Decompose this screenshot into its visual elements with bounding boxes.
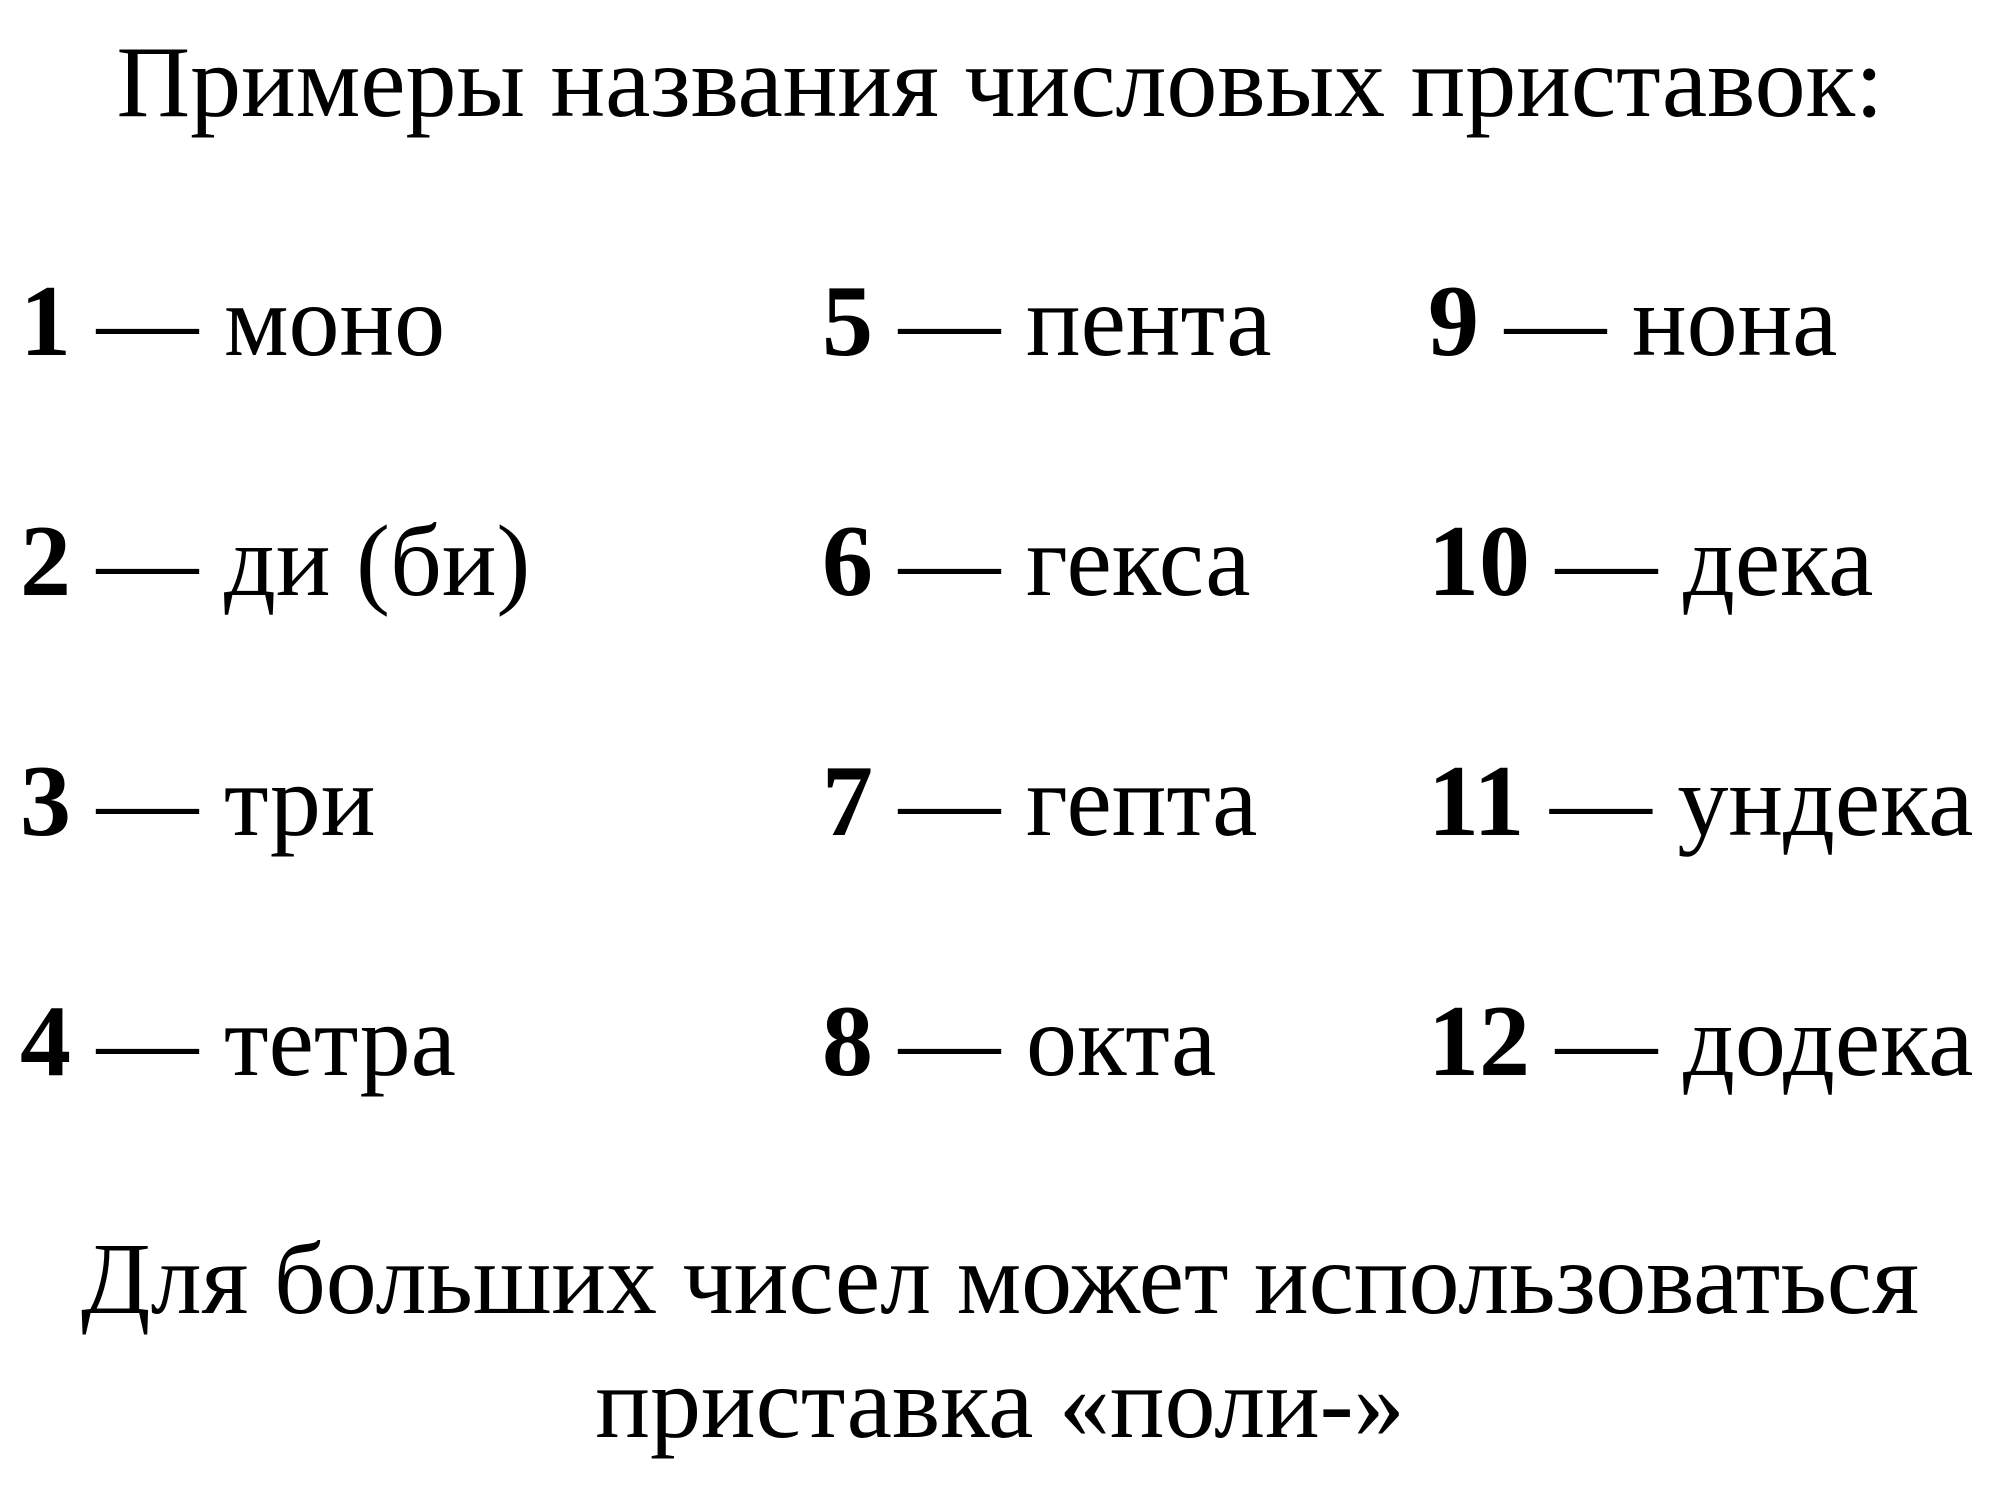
dash-separator: — (873, 985, 1026, 1098)
dash-separator: — (873, 505, 1026, 618)
prefix-number: 7 (822, 745, 873, 858)
prefix-number: 8 (822, 985, 873, 1098)
prefix-item-4 (20, 982, 456, 1102)
prefix-name: тетра (224, 985, 456, 1098)
prefix-number: 9 (1428, 265, 1479, 378)
prefix-name: ундека (1677, 745, 1974, 858)
prefix-name: окта (1026, 985, 1217, 1098)
dash-separator: — (1530, 505, 1683, 618)
prefix-number: 4 (20, 985, 71, 1098)
prefix-item-11 (1428, 742, 1973, 862)
prefix-item-8 (822, 982, 1216, 1102)
footer-line-1: Для больших чисел может использоваться (81, 1223, 1919, 1336)
prefix-item-7 (822, 742, 1257, 862)
dash-separator: — (71, 265, 224, 378)
prefix-number: 2 (20, 505, 71, 618)
dash-separator: — (873, 745, 1026, 858)
dash-separator: — (1524, 745, 1678, 858)
prefix-item-5 (822, 262, 1272, 382)
prefix-name: дека (1683, 505, 1874, 618)
dash-separator: — (71, 505, 224, 618)
prefix-number: 6 (822, 505, 873, 618)
prefix-number: 5 (822, 265, 873, 378)
prefix-name: додека (1683, 985, 1974, 1098)
prefix-name: нона (1632, 265, 1838, 378)
prefix-item-2 (20, 502, 530, 622)
footer-note (0, 1218, 2000, 1466)
prefix-name: гепта (1026, 745, 1258, 858)
dash-separator: — (873, 265, 1026, 378)
prefix-name: три (224, 745, 376, 858)
prefix-item-6 (822, 502, 1251, 622)
prefix-number: 10 (1428, 505, 1530, 618)
prefix-item-3 (20, 742, 375, 862)
prefix-number: 12 (1428, 985, 1530, 1098)
prefix-item-12 (1428, 982, 1973, 1102)
prefix-item-1 (20, 262, 445, 382)
dash-separator: — (71, 985, 224, 1098)
prefix-name: ди (би) (224, 505, 531, 618)
prefix-number: 1 (20, 265, 71, 378)
prefix-item-9 (1428, 262, 1837, 382)
prefix-number: 11 (1428, 745, 1525, 858)
prefix-name: пента (1026, 265, 1272, 378)
prefix-name: моно (224, 265, 446, 378)
dash-separator: — (1530, 985, 1683, 1098)
prefix-name: гекса (1026, 505, 1251, 618)
page-title: Примеры названия числовых приставок: (116, 26, 1884, 139)
prefix-item-10 (1428, 502, 1873, 622)
dash-separator: — (71, 745, 224, 858)
footer-line-2: приставка «поли-» (595, 1347, 1405, 1460)
prefix-number: 3 (20, 745, 71, 858)
dash-separator: — (1479, 265, 1632, 378)
